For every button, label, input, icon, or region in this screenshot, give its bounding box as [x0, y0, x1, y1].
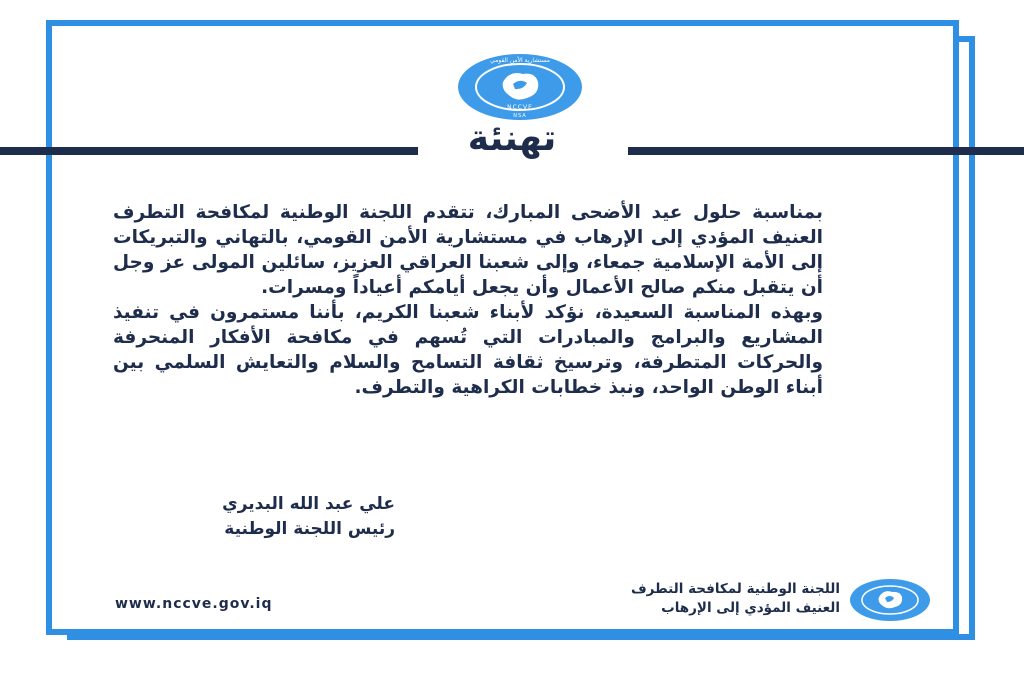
footer-org-line-2: العنيف المؤدي إلى الإرهاب	[661, 600, 840, 616]
message-body	[113, 200, 823, 400]
signature-block	[100, 492, 395, 542]
logo-acronym: NCCVE	[507, 104, 533, 111]
signatory-position: رئيس اللجنة الوطنية	[224, 519, 395, 539]
logo-top-text: مستشارية الأمن القومي	[490, 57, 550, 64]
signatory-name: علي عبد الله البديري	[222, 494, 395, 514]
message-paragraph-1: بمناسبة حلول عيد الأضحى المبارك، تتقدم اللجنة الوطنية لمكافحة التطرف العنيف المؤدي إلى الإرهاب في مستشارية الأمن القومي، بالتهاني والتبريكات إلى الأمة الإسلامية جمعاء، وإلى شعبنا العراقي العزيز، سائلين المولى عز وجل أن يتقبل منكم صالح الأعمال وأن يجعل أيامكم أعياداً ومسرات.	[113, 202, 823, 298]
footer-org-line-1: اللجنة الوطنية لمكافحة التطرف	[630, 581, 840, 597]
nccve-logo	[455, 52, 585, 122]
logo-subacronym: NSA	[513, 113, 527, 119]
footer-organization	[560, 580, 840, 618]
footer-logo-icon	[847, 577, 933, 623]
page-title: تهنئة	[467, 118, 557, 159]
message-paragraph-2: وبهذه المناسبة السعيدة، نؤكد لأبناء شعبنا الكريم، بأننا مستمرون في تنفيذ المشاريع والبرامج والمبادرات التي تُسهم في مكافحة الأفكار المنحرفة والحركات المتطرفة، وترسيخ ثقافة التسامح والسلام والتعايش السلمي بين أبناء الوطن الواحد، ونبذ خطابات الكراهية والتطرف.	[113, 302, 823, 398]
website-link[interactable]: www.nccve.gov.iq	[115, 596, 273, 612]
